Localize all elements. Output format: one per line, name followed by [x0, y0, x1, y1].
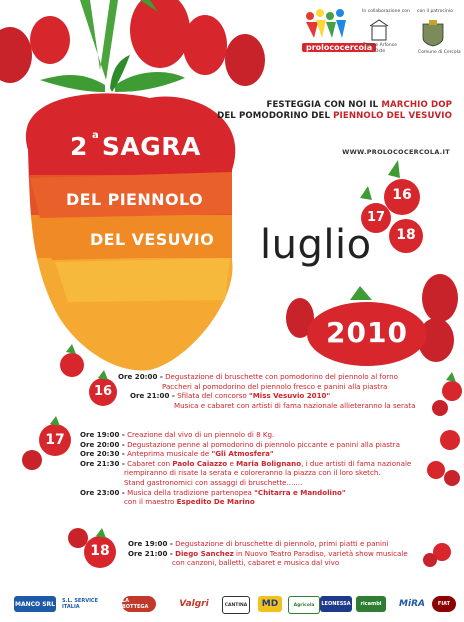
event-17-3: Ore 20:30 - Anteprima musicale de "Gli Atmosfera" [80, 449, 274, 459]
year-label: 2010 [326, 316, 408, 349]
program-badge-17: 17 [45, 432, 65, 448]
program-day17 [80, 430, 411, 507]
program-day16 [118, 372, 415, 410]
sponsor-logo-9: ricambi [356, 596, 386, 612]
slogan-line1: FESTEGGIA CON NOI IL [266, 100, 382, 110]
title-edition-superscript: a [92, 130, 99, 141]
event-18-2: Ore 21:00 - Diego Sanchez in Nuovo Teatro Paradiso, varietà show musicale [128, 548, 408, 558]
program-badge-16: 16 [93, 384, 113, 399]
event-16-1-line2: Paccheri al pomodorino del piennolo fresco e panini alla piastra [162, 381, 388, 391]
event-18-2-line2: con canzoni, balletti, cabaret e musica dal vivo [172, 558, 340, 568]
sponsor-logo-3: LA BOTTEGA [122, 596, 156, 612]
title-sagra [70, 132, 201, 161]
event-17-5-line2: con il maestro Espedito De Marino [124, 497, 255, 507]
event-17-2: Ore 20:00 - Degustazione penne al pomodorino di piennolo piccante e panini alla piastra [80, 439, 400, 449]
date-badge-16: 16 [392, 187, 412, 203]
event-16-1: Ore 20:00 - Degustazione di bruschette con pomodorino del piennolo al forno [118, 372, 398, 381]
event-16-2-line2: Musica e cabaret con artisti di fama nazionale allieteranno la serata [174, 400, 416, 410]
title-piennolo: DEL PIENNOLO [66, 190, 203, 209]
event-17-4-line2: riempiranno di risate la serata e coloreranno la piazza con il loro sketch. [124, 468, 381, 478]
event-18-1: Ore 19:00 - Degustazione di bruschette di piennolo, primi piatti e panini [128, 539, 389, 548]
date-badge-17: 17 [366, 210, 386, 225]
sponsor-logo-1: MANCO SRL [14, 596, 56, 612]
website-url[interactable]: WWW.PROLOCOCERCOLA.IT [342, 148, 450, 156]
title-edition-number: 2 [70, 132, 88, 161]
slogan [217, 100, 452, 122]
slogan-line2-bold: PIENNOLO DEL VESUVIO [333, 111, 452, 121]
sponsor-logo-10: MiRA [399, 599, 425, 609]
proloco-logo-text: prolococercola [302, 43, 376, 52]
program-day18 [128, 539, 408, 568]
title-vesuvio: DEL VESUVIO [90, 230, 215, 249]
torre-logo-caption: Trenne Arfonse Oste [363, 43, 397, 54]
sponsor-logo-6: MD [258, 596, 282, 612]
event-17-4-line3: Stand gastronomici con assaggi di bruschette....... [124, 477, 303, 487]
event-16-2: Ore 21:00 - Sfilata del concorso "Miss Vesuvio 2010" [130, 391, 331, 401]
title-sagra-word: SAGRA [101, 132, 201, 161]
month-label: luglio [260, 222, 372, 268]
sponsor-logo-5: CANTINA [222, 596, 250, 614]
event-17-5: Ore 23:00 - Musica della tradizione partenopea "Chitarra e Mandolino" [80, 487, 346, 497]
slogan-line2: DEL POMODORINO DEL [217, 111, 334, 121]
slogan-line1-bold: MARCHIO DOP [381, 100, 452, 110]
event-17-1: Ore 19:00 - Creazione dal vivo di un piennolo di 8 Kg. [80, 430, 275, 439]
sponsor-logo-11: FIAT [432, 596, 456, 612]
sponsor-logo-7: Agricola [288, 596, 320, 614]
patronage-label: con il patrocinio [417, 9, 453, 14]
sponsor-logo-4: Valgri [179, 599, 209, 609]
collaboration-label: In collaborazione con [362, 9, 410, 14]
comune-logo-caption: Comune di Cercola [418, 50, 461, 55]
date-badge-18: 18 [396, 227, 416, 243]
program-badge-18: 18 [90, 543, 110, 559]
sponsor-logo-2: S.L. SERVICE ITALIA [62, 598, 99, 610]
event-17-4: Ore 21:30 - Cabaret con Paolo Caiazzo e Maria Bolignano, i due artisti di fama nazionale [80, 458, 412, 468]
sponsor-logo-8: LEONESSA [320, 596, 352, 612]
